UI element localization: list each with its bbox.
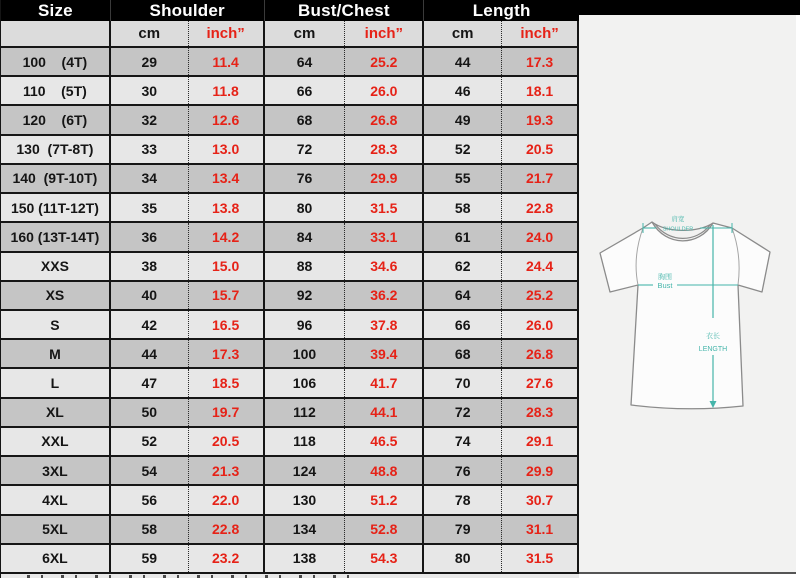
size-label: 6XL [1, 545, 111, 572]
bust-cm-value: 124 [265, 457, 346, 484]
bust-in-value: 33.1 [345, 223, 424, 250]
table-row [1, 48, 579, 77]
length-cm-value: 78 [424, 486, 502, 513]
bust-in-value: 51.2 [345, 486, 424, 513]
size-label: XS [1, 282, 111, 309]
length-cm-value: 55 [424, 165, 502, 192]
shoulder-in-value: 12.6 [189, 106, 265, 133]
shoulder-cm-value: 32 [111, 106, 189, 133]
length-in-value: 20.5 [502, 136, 579, 163]
length-in-value: 29.1 [502, 428, 579, 455]
table-row [1, 194, 579, 223]
bust-in-value: 39.4 [345, 340, 424, 367]
header-shoulder: Shoulder [111, 0, 265, 21]
shoulder-cm-value: 50 [111, 399, 189, 426]
length-cm-value: 58 [424, 194, 502, 221]
shoulder-in-value: 15.0 [189, 253, 265, 280]
bust-in-value: 44.1 [345, 399, 424, 426]
length-in-value: 25.2 [502, 282, 579, 309]
length-cm-value: 44 [424, 48, 502, 75]
shoulder-cm-value: 34 [111, 165, 189, 192]
table-row [1, 106, 579, 135]
bust-cm-value: 106 [265, 369, 346, 396]
shoulder-cm-value: 58 [111, 516, 189, 543]
shoulder-cm-value: 35 [111, 194, 189, 221]
length-in-value: 19.3 [502, 106, 579, 133]
bust-cm-value: 72 [265, 136, 346, 163]
table-row [1, 369, 579, 398]
size-label: M [1, 340, 111, 367]
tshirt-outline [600, 222, 770, 409]
length-in-value: 24.0 [502, 223, 579, 250]
shoulder-in-value: 16.5 [189, 311, 265, 338]
shoulder-in-value: 19.7 [189, 399, 265, 426]
table-row [1, 282, 579, 311]
size-label: 110 (5T) [1, 77, 111, 104]
length-cm-value: 72 [424, 399, 502, 426]
bust-cm-value: 66 [265, 77, 346, 104]
table-row [1, 545, 579, 574]
shoulder-cm-value: 47 [111, 369, 189, 396]
shoulder-cm-value: 29 [111, 48, 189, 75]
bust-in-value: 34.6 [345, 253, 424, 280]
bust-in-value: 52.8 [345, 516, 424, 543]
table-header-row [1, 0, 579, 21]
shoulder-in-value: 21.3 [189, 457, 265, 484]
shoulder-cm-value: 33 [111, 136, 189, 163]
length-cm-value: 62 [424, 253, 502, 280]
bust-in-value: 25.2 [345, 48, 424, 75]
bust-cm-value: 100 [265, 340, 346, 367]
length-in-value: 26.0 [502, 311, 579, 338]
bust-cm-value: 68 [265, 106, 346, 133]
shoulder-in-value: 18.5 [189, 369, 265, 396]
diagram-panel [579, 0, 800, 578]
bust-cm-value: 112 [265, 399, 346, 426]
header-size: Size [1, 0, 111, 21]
length-in-value: 18.1 [502, 77, 579, 104]
size-label: XXS [1, 253, 111, 280]
length-cm-value: 76 [424, 457, 502, 484]
unit-cm: cm [424, 21, 502, 46]
length-in-value: 21.7 [502, 165, 579, 192]
length-cm-value: 61 [424, 223, 502, 250]
length-in-value: 30.7 [502, 486, 579, 513]
tshirt-diagram [579, 15, 796, 574]
bust-label-cn: 胸围 [658, 274, 672, 281]
size-label: 130 (7T-8T) [1, 136, 111, 163]
bust-cm-value: 76 [265, 165, 346, 192]
shoulder-in-value: 13.8 [189, 194, 265, 221]
shoulder-cm-value: 52 [111, 428, 189, 455]
table-row [1, 165, 579, 194]
size-label: XXL [1, 428, 111, 455]
shoulder-in-value: 23.2 [189, 545, 265, 572]
bust-in-value: 48.8 [345, 457, 424, 484]
bust-label-en: Bust [657, 281, 673, 290]
length-cm-value: 79 [424, 516, 502, 543]
shoulder-cm-value: 54 [111, 457, 189, 484]
size-label: S [1, 311, 111, 338]
table-row [1, 399, 579, 428]
header-length: Length [472, 0, 531, 20]
length-in-value: 31.1 [502, 516, 579, 543]
cropped-next-row [1, 574, 580, 578]
bust-in-value: 41.7 [345, 369, 424, 396]
size-label: 4XL [1, 486, 111, 513]
bust-cm-value: 96 [265, 311, 346, 338]
unit-inch: inch” [502, 21, 579, 46]
shoulder-in-value: 13.0 [189, 136, 265, 163]
header-bar-extension [579, 0, 800, 15]
bust-in-value: 26.0 [345, 77, 424, 104]
shoulder-in-value: 22.0 [189, 486, 265, 513]
table-row [1, 77, 579, 106]
shoulder-in-value: 17.3 [189, 340, 265, 367]
length-cm-value: 66 [424, 311, 502, 338]
bust-in-value: 37.8 [345, 311, 424, 338]
size-label: XL [1, 399, 111, 426]
shoulder-cm-value: 40 [111, 282, 189, 309]
shoulder-cm-value: 56 [111, 486, 189, 513]
shoulder-in-value: 11.8 [189, 77, 265, 104]
size-label: 100 (4T) [1, 48, 111, 75]
bust-in-value: 54.3 [345, 545, 424, 572]
shoulder-in-value: 11.4 [189, 48, 265, 75]
unit-row [1, 21, 579, 48]
size-label: 160 (13T-14T) [1, 223, 111, 250]
length-label-cn: 衣长 [706, 333, 720, 340]
header-bust-chest: Bust/Chest [265, 0, 425, 21]
length-cm-value: 74 [424, 428, 502, 455]
shoulder-label-cn: 肩宽 [671, 216, 685, 223]
bust-in-value: 46.5 [345, 428, 424, 455]
shoulder-in-value: 20.5 [189, 428, 265, 455]
table-body [1, 48, 579, 574]
length-cm-value: 80 [424, 545, 502, 572]
unit-inch: inch” [189, 21, 265, 46]
bust-in-value: 28.3 [345, 136, 424, 163]
unit-blank [1, 21, 111, 46]
shoulder-cm-value: 44 [111, 340, 189, 367]
shoulder-cm-value: 59 [111, 545, 189, 572]
table-row [1, 223, 579, 252]
table-row [1, 486, 579, 515]
length-in-value: 17.3 [502, 48, 579, 75]
shoulder-cm-value: 30 [111, 77, 189, 104]
table-row [1, 136, 579, 165]
bust-cm-value: 80 [265, 194, 346, 221]
table-row [1, 457, 579, 486]
size-label: 120 (6T) [1, 106, 111, 133]
unit-inch: inch” [345, 21, 424, 46]
length-in-value: 24.4 [502, 253, 579, 280]
length-in-value: 27.6 [502, 369, 579, 396]
length-cm-value: 64 [424, 282, 502, 309]
bust-in-value: 36.2 [345, 282, 424, 309]
length-in-value: 29.9 [502, 457, 579, 484]
table-row [1, 311, 579, 340]
length-cm-value: 52 [424, 136, 502, 163]
bust-in-value: 26.8 [345, 106, 424, 133]
bust-cm-value: 118 [265, 428, 346, 455]
bust-in-value: 31.5 [345, 194, 424, 221]
table-row [1, 516, 579, 545]
bust-cm-value: 130 [265, 486, 346, 513]
size-label: 140 (9T-10T) [1, 165, 111, 192]
tshirt-diagram-svg [579, 15, 796, 574]
length-cm-value: 70 [424, 369, 502, 396]
table-row [1, 340, 579, 369]
size-label: 5XL [1, 516, 111, 543]
bust-cm-value: 84 [265, 223, 346, 250]
bust-cm-value: 92 [265, 282, 346, 309]
table-row [1, 253, 579, 282]
unit-cm: cm [111, 21, 189, 46]
shoulder-cm-value: 38 [111, 253, 189, 280]
bust-cm-value: 138 [265, 545, 346, 572]
shoulder-in-value: 14.2 [189, 223, 265, 250]
shoulder-label-en: SHOULDER [662, 226, 694, 233]
shoulder-in-value: 13.4 [189, 165, 265, 192]
bust-in-value: 29.9 [345, 165, 424, 192]
bust-cm-value: 134 [265, 516, 346, 543]
length-in-value: 22.8 [502, 194, 579, 221]
length-in-value: 28.3 [502, 399, 579, 426]
table-row [1, 428, 579, 457]
shoulder-in-value: 15.7 [189, 282, 265, 309]
length-label-en: LENGTH [698, 346, 728, 353]
size-label: L [1, 369, 111, 396]
length-in-value: 31.5 [502, 545, 579, 572]
size-label: 150 (11T-12T) [1, 194, 111, 221]
shoulder-in-value: 22.8 [189, 516, 265, 543]
shoulder-cm-value: 42 [111, 311, 189, 338]
shoulder-cm-value: 36 [111, 223, 189, 250]
length-cm-value: 68 [424, 340, 502, 367]
unit-cm: cm [265, 21, 346, 46]
length-cm-value: 46 [424, 77, 502, 104]
bust-cm-value: 88 [265, 253, 346, 280]
size-label: 3XL [1, 457, 111, 484]
length-in-value: 26.8 [502, 340, 579, 367]
bust-cm-value: 64 [265, 48, 346, 75]
length-cm-value: 49 [424, 106, 502, 133]
